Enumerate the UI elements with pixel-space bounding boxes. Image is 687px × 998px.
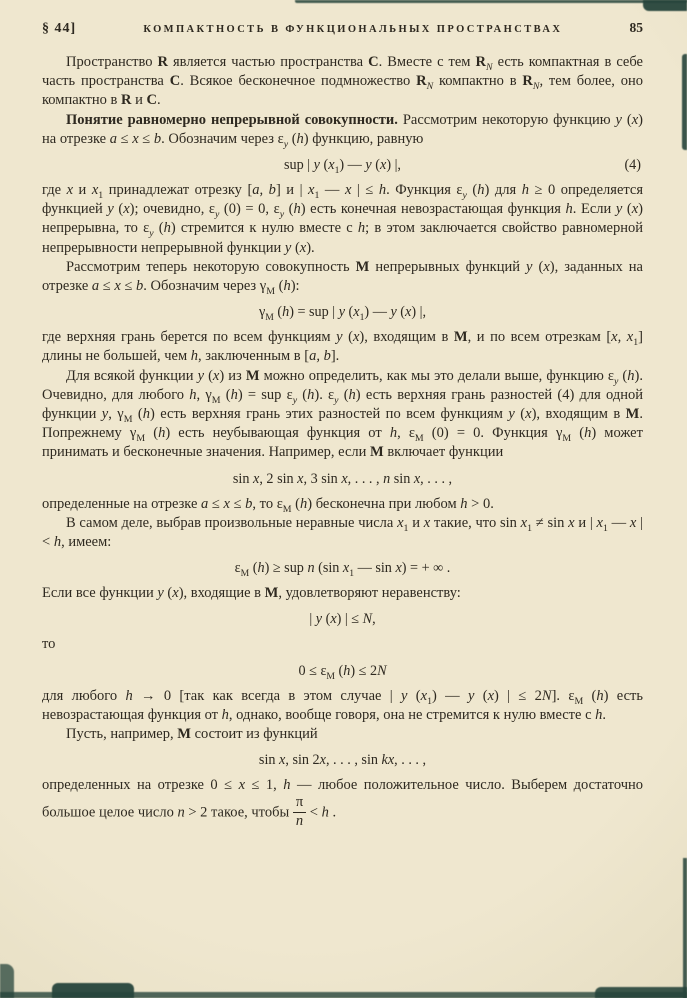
formula-text: $0 \le \varepsilon_M$ (h) ≤ 2N [298,662,387,682]
scan-edge-bottom-right [595,987,687,998]
display-formula [42,559,643,578]
text-column [42,53,643,829]
display-formula [42,156,643,175]
paragraph: для любого h → 0 [так как всегда в этом случае | y $(x_1)$ — y (x) | ≤ 2N]. $\varepsilon_M$ (h) есть невозрастающая функция от h, однако, вообще говоря, она не стремится к нулю вместе с h. [42,687,643,723]
paragraph: Для всякой функции y (x) из M можно определить, как мы это делали выше, функцию $\varepsilon_y$ (h). Очевидно, для любого h, $\gamma_M$ (h) = sup $\varepsilon_y$ (h). $\varepsilon_y$ (h) есть верхняя грань разностей (4) для одной функции y, $\gamma_M$ (h) есть верхняя грань этих разностей по всем функциям y (x), входящим в M. Попрежнему $\gamma_M$ (h) есть неубывающая функция от h, $\varepsilon_M$ (0) = 0. Функция $\gamma_M$ (h) может принимать и бесконечные значения. Например, если M включает функции [42,367,643,461]
scan-edge-top-right-corner [643,0,687,11]
section-number: § 44] [42,21,77,36]
formula-text: sin x, 2 sin x, 3 sin x, . . . , n sin x, . . . , [232,470,453,487]
running-header [42,20,643,37]
display-formula [42,751,643,770]
paragraph: где верхняя грань берется по всем функциям y (x), входящим в M, и по всем отрезкам [x, $x_1$] длины не большей, чем h, заключенным в [a, b]. [42,329,643,365]
paragraph: то [42,636,56,653]
scan-edge-bottom-left [52,983,134,998]
paragraph: Пусть, например, M состоит из функций [66,726,318,743]
paragraph: Пространство R является частью пространства C. Вместе с тем $R_N$ есть компактная в себе часть пространства C. Всякое бесконечное подмножество $R_N$ компактно в $R_N$, тем более, оно компактно в R и C. [42,54,643,109]
scan-edge-right-upper [682,54,687,150]
formula-text: sup | y $(x_1)$ — y (x) |, [284,157,401,176]
running-title: КОМПАКТНОСТЬ В ФУНКЦИОНАЛЬНЫХ ПРОСТРАНСТВАХ [143,24,563,35]
page-number: 85 [629,20,643,35]
scan-edge-right-lower [683,858,687,998]
formula-text: $\varepsilon_M$ (h) ≥ sup n (sin $x_1$ — sin x) = + ∞ . [234,560,451,580]
formula-text: | y (x) | ≤ N, [309,611,376,628]
equation-number: (4) [624,157,641,174]
display-formula [42,662,643,681]
display-formula [42,470,643,489]
display-formula [42,610,643,629]
paragraph: В самом деле, выбрав произвольные неравные числа $x_1$ и x такие, что $\sin x_1 \ne \sin x$ и | $x_1$ — x | < h, имеем: [42,514,644,551]
paragraph: Рассмотрим теперь некоторую совокупность M непрерывных функций y (x), заданных на отрезке a ≤ x ≤ b. Обозначим через $\gamma_M$ (h): [42,258,643,297]
scan-edge-top [295,0,687,3]
paragraph: определенных на отрезке 0 ≤ x ≤ 1, h — любое положительное число. Выберем достаточно большое целое число n > 2 такое, чтобы $\frac{\pi}{n}$ < h . [42,777,644,829]
paragraph: определенные на отрезке a ≤ x ≤ b, то $\varepsilon_M$ (h) бесконечна при любом h > 0. [42,495,494,515]
display-formula [42,303,643,322]
paragraph: где x и $x_1$ принадлежат отрезку [a, b] и | $x_1$ — x | ≤ h. Функция $\varepsilon_y$ (h) для h ≥ 0 определяется функцией y (x); очевидно, $\varepsilon_y$ (0) = 0, $\varepsilon_y$ (h) есть конечная невозрастающая функция h. Если y (x) непрерывна, то $\varepsilon_y$ (h) стремится к нулю вместе с h; в этом заключается свойство равномерной непрерывности непрерывной функции y (x). [42,182,643,256]
paragraph: Понятие равномерно непрерывной совокупности. Рассмотрим некоторую функцию y (x) на отрезке a ≤ x ≤ b. Обозначим через $\varepsilon_y$ (h) функцию, равную [42,111,643,150]
scan-edge-left-bottom [0,964,14,998]
paragraph: Если все функции y (x), входящие в M, удовлетворяют неравенству: [42,585,461,602]
formula-text: $\gamma_M$ (h) = sup | y $(x_1)$ — y (x) |, [258,304,427,324]
formula-text: sin x, sin 2x, . . . , sin kx, . . . , [258,752,427,769]
